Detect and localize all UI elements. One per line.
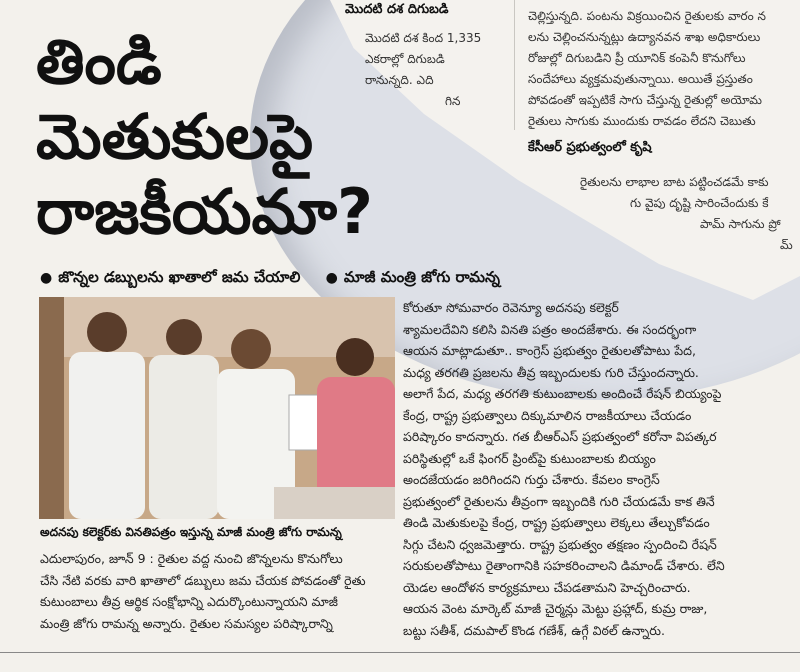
text-line: ఎదులాపురం, జూన్ 9 : రైతుల వద్ద నుంచి జొన్నలను కొనుగోలు <box>40 551 343 566</box>
subhead-kcr: కేసీఆర్ ప్రభుత్వంలో కృషి <box>528 140 652 155</box>
text-line: చేసి నేటి వరకు వారి ఖాతాలో డబ్బులు జమ చేయక పోవడంతో రైతు <box>40 572 366 588</box>
text-line: రైతులను లాభాల బాట పట్టించడమే కాకు <box>580 175 769 189</box>
text-line: లను చెల్లించనున్నట్లు ఉద్యానవన శాఖ అధికారులు <box>528 30 761 44</box>
text-line: ఎకరాల్లో దిగుబడి <box>365 52 445 66</box>
top-column-c <box>580 172 800 256</box>
text-line: శ్యామలదేవిని కలిసి వినతి పత్రం అందజేశారు. ఈ సందర్భంగా <box>403 321 697 337</box>
article-right-column <box>403 297 787 641</box>
text-line: సిగ్గు చేటని ధ్వజమెత్తారు. రాష్ట్ర ప్రభుత్వం తక్షణం స్పందించి రేషన్ <box>403 536 717 552</box>
bullet-text-2: మాజీ మంత్రి జోగు రామన్న <box>343 268 501 286</box>
text-line: అందజేయడం జరిగిందని గుర్తు చేశారు. కేవలం కాంగ్రెస్ <box>403 472 660 487</box>
text-line: ప్రభుత్వంలో రైతులను తీవ్రంగా ఇబ్బందికి గురి చేయడమే కాక తినే <box>403 493 715 509</box>
text-line: ఆయన మాట్లాడుతూ.. కాంగ్రెస్ ప్రభుత్వం రైతులతోపాటు పేద, <box>403 343 696 358</box>
text-line: గిన <box>445 94 461 108</box>
news-photo <box>39 297 395 519</box>
text-line: రైతులు సాగుకు ముందుకు రావడం లేదని చెబుతు <box>528 114 756 128</box>
headline <box>36 24 456 249</box>
top-subhead: మొదటి దశ దిగుబడి <box>345 2 449 17</box>
photo-caption: అదనపు కలెక్టర్‌కు వినతిపత్రం ఇస్తున్న మాజీ మంత్రి జోగు రామన్న <box>40 525 342 539</box>
bullet-icon: ● <box>325 270 338 286</box>
text-line: కేంద్ర, రాష్ట్ర ప్రభుత్వాలు దిక్కుమాలిన రాజకీయాలు చేయడం <box>403 407 692 423</box>
column-divider <box>514 0 515 130</box>
article-left-column <box>40 548 395 634</box>
text-line: చెల్లిస్తున్నది. పంటను విక్రయించిన రైతులకు వారం న <box>528 9 766 23</box>
bullet-icon: ● <box>40 270 53 286</box>
text-line: పరిష్కారం కాదన్నారు. గత బీఆర్ఎస్ ప్రభుత్వంలో కరోనా విపత్కర <box>403 429 717 444</box>
text-line: రోజుల్లో దిగుబడిని ప్రీ యూనిక్ కంపెనీ కొనుగోలు <box>528 51 746 65</box>
text-line: మొదటి దశ కింద 1,335 <box>365 31 482 45</box>
subheading-bullets <box>40 268 610 290</box>
text-line: పోవడంతో ఇప్పటికే సాగు చేస్తున్న రైతుల్లో అయోమ <box>528 93 762 107</box>
text-line: తిండి మెతుకులపై కేంద్ర, రాష్ట్ర ప్రభుత్వాలు లెక్కలు తేల్చుకోవడం <box>403 515 710 530</box>
text-line: కోరుతూ సోమవారం రెవెన్యూ అదనపు కలెక్టర్ <box>403 300 619 315</box>
bullet-text-1: జొన్నల డబ్బులను ఖాతాలో జమ చేయాలి <box>58 268 301 286</box>
text-line: మధ్య తరగతి ప్రజలను తీవ్ర ఇబ్బందులకు గురి చేస్తుందన్నారు. <box>403 364 699 380</box>
bottom-rule <box>0 652 800 653</box>
text-line: ఆయన వెంట మార్కెట్ మాజీ చైర్మన్లు మెట్టు ప్రహ్లాద్, కుమ్ర రాజు, <box>403 601 708 616</box>
text-line: రానున్నది. ఎది <box>365 73 434 87</box>
top-column-b <box>528 6 800 132</box>
text-line: మంత్రి జోగు రామన్న అన్నారు. రైతుల సమస్యల పరిష్కారాన్ని <box>40 615 333 631</box>
text-line: అలాగే పేద, మధ్య తరగతి కుటుంబాలకు అందించే రేషన్ బియ్యంపై <box>403 386 722 401</box>
headline-line-2: మెతుకులపై <box>36 100 314 173</box>
text-line: యెడల ఆందోళన కార్యక్రమాలు చేపడతామని హెచ్చరించారు. <box>403 579 691 595</box>
text-line: పామ్ సాగును ప్రో <box>700 217 781 231</box>
text-line: కుటుంబాలు తీవ్ర ఆర్థిక సంక్షోభాన్ని ఎదుర్కొంటున్నాయని మాజీ <box>40 594 338 609</box>
text-line: సందేహాలు వ్యక్తమవుతున్నాయి. అయితే ప్రస్తుతం <box>528 72 753 86</box>
text-line: బట్టు సతీశ్, దమపాల్ కొండ గణేశ్, ఉగ్గే విఠల్ ఉన్నారు. <box>403 622 665 638</box>
headline-line-3: రాజకీయమా? <box>36 175 373 248</box>
text-line: గు వైపు దృష్టి సారించేందుకు కే <box>630 196 769 210</box>
text-line: పరిస్థితుల్లో ఒకే ఫింగర్ ప్రింట్‌పై కుటుంబాలకు బియ్యం <box>403 450 656 466</box>
text-line: మ్ <box>780 238 793 252</box>
headline-line-1: తిండి <box>36 25 162 98</box>
text-line: సరుకులతోపాటు రైతాంగానికి సహకరించాలని డిమాండ్ చేశారు. లేని <box>403 558 725 573</box>
